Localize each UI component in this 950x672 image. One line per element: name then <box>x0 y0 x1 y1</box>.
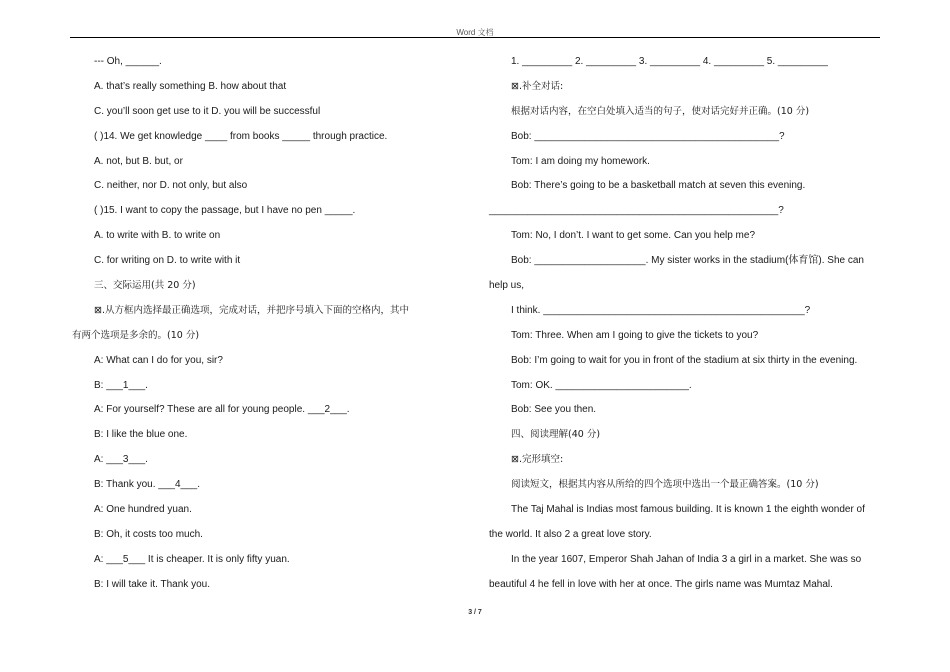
passage-line: In the year 1607, Emperor Shah Jahan of India 3 a girl in a market. She was so <box>511 553 862 565</box>
passage-line: beautiful 4 he fell in love with her at once. The girls name was Mumtaz Mahal. <box>489 578 833 590</box>
document-header-label: Word 文档 <box>456 28 494 37</box>
dialogue-line: help us, <box>489 280 525 292</box>
text-line: --- Oh, ______. <box>94 56 162 67</box>
text-line: A. to write with B. to write on <box>94 230 221 242</box>
section-heading: 三、交际运用(共 20 分) <box>94 280 196 292</box>
dialogue-line: ____________________________________________________? <box>489 205 784 217</box>
right-column <box>489 50 884 598</box>
section-heading: ⊠.完形填空: <box>511 454 564 466</box>
passage-line: the world. It also 2 a great love story. <box>489 528 652 540</box>
dialogue-line: B: Thank you. ___4___. <box>94 479 201 491</box>
section-heading: 四、阅读理解(40 分) <box>511 429 601 441</box>
passage-line: The Taj Mahal is Indias most famous building. It is known 1 the eighth wonder of <box>511 504 865 516</box>
dialogue-line: I think. _______________________________________________? <box>511 304 811 316</box>
text-line: A. that’s really something B. how about that <box>94 80 287 92</box>
dialogue-line: Bob: ____________________________________________? <box>511 130 785 142</box>
instruction-line: 有两个选项是多余的。(10 分) <box>72 329 200 341</box>
dialogue-line: Bob: ____________________. My sister works in the stadium(体育馆). She can <box>511 255 864 267</box>
left-column <box>72 50 467 598</box>
text-line: C. neither, nor D. not only, but also <box>94 180 248 192</box>
dialogue-line: B: I like the blue one. <box>94 429 188 441</box>
dialogue-line: Tom: I am doing my homework. <box>511 155 650 167</box>
dialogue-line: B: Oh, it costs too much. <box>94 528 203 540</box>
instruction-line: 根据对话内容，在空白处填入适当的句子，使对话完好并正确。(10 分) <box>511 105 810 117</box>
dialogue-line: A: For yourself? These are all for young people. ___2___. <box>94 404 350 416</box>
dialogue-line: Tom: Three. When am I going to give the tickets to you? <box>511 329 759 341</box>
dialogue-line: Tom: No, I don’t. I want to get some. Can you help me? <box>511 230 756 242</box>
section-heading: ⊠.补全对话: <box>511 80 564 92</box>
instruction-line: 阅读短文，根据其内容从所给的四个选项中选出一个最正确答案。(10 分) <box>511 479 819 491</box>
dialogue-line: Bob: There’s going to be a basketball match at seven this evening. <box>511 180 806 192</box>
header-divider <box>70 37 880 38</box>
dialogue-line: A: ___5___ It is cheaper. It is only fifty yuan. <box>94 553 290 565</box>
text-line: C. for writing on D. to write with it <box>94 255 241 267</box>
dialogue-line: Bob: I’m going to wait for you in front of the stadium at six thirty in the evening. <box>511 354 858 366</box>
dialogue-line: A: ___3___. <box>94 454 148 466</box>
instruction-line: ⊠.从方框内选择最正确选项，完成对话，并把序号填入下面的空格内，其中 <box>94 304 409 316</box>
text-line: ( )14. We get knowledge ____ from books _____ through practice. <box>94 130 388 142</box>
text-line: A. not, but B. but, or <box>94 155 183 167</box>
dialogue-line: A: What can I do for you, sir? <box>94 354 223 366</box>
text-line: ( )15. I want to copy the passage, but I have no pen _____. <box>94 205 356 217</box>
dialogue-line: B: ___1___. <box>94 379 148 391</box>
dialogue-line: Bob: See you then. <box>511 404 597 416</box>
answer-blanks-line: 1. _________ 2. _________ 3. _________ 4. _________ 5. _________ <box>511 56 828 67</box>
dialogue-line: Tom: OK. ________________________. <box>511 379 692 391</box>
page-number: 3 / 7 <box>468 609 482 616</box>
dialogue-line: B: I will take it. Thank you. <box>94 578 210 590</box>
dialogue-line: A: One hundred yuan. <box>94 504 192 516</box>
text-line: C. you’ll soon get use to it D. you will be successful <box>94 105 321 117</box>
